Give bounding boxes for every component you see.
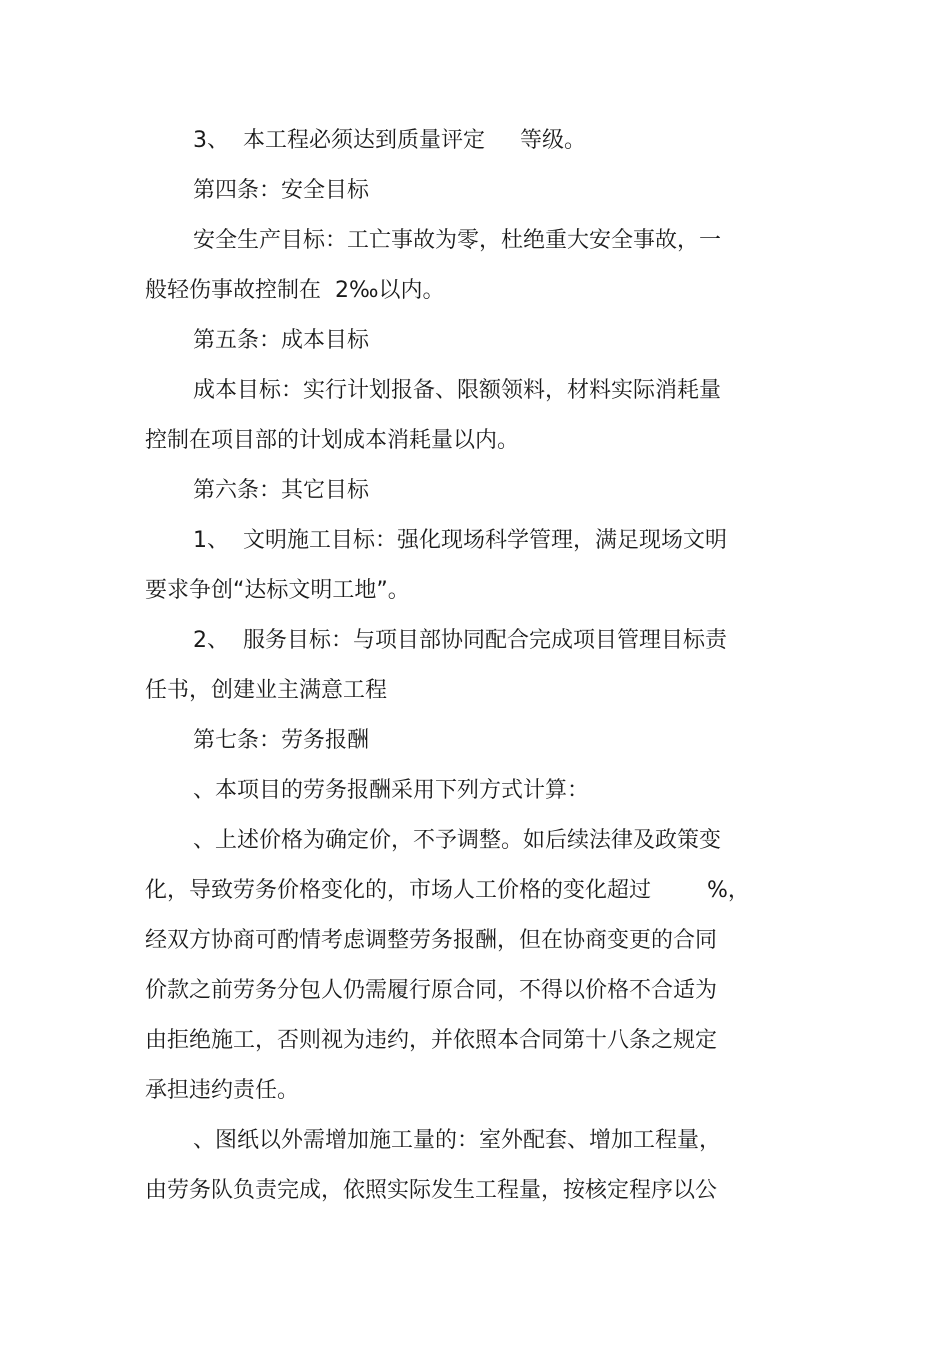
text-line-7: 控制在项目部的计划成本消耗量以内。 [145,428,520,453]
section-heading-6: 第六条：其它目标 [193,478,370,503]
section-heading-7: 第七条：劳务报酬 [193,728,370,753]
text-line-19: 由拒绝施工，否则视为违约，并依照本合同第十八条之规定 [145,1028,718,1053]
text-line-18: 价款之前劳务分包人仍需履行原合同，不得以价格不合适为 [145,978,718,1003]
text-line-6: 成本目标：实行计划报备、限额领料，材料实际消耗量 [193,378,722,403]
text-line-4: 般轻伤事故控制在 2‰以内。 [145,278,445,303]
text-line-3: 安全生产目标：工亡事故为零，杜绝重大安全事故，一 [193,228,722,253]
section-heading-4: 第四条：安全目标 [193,178,370,203]
text-line-22: 由劳务队负责完成，依照实际发生工程量，按核定程序以公 [145,1178,718,1203]
text-line-1: 3、 本工程必须达到质量评定 等级。 [193,128,586,153]
text-line-9: 1、 文明施工目标：强化现场科学管理，满足现场文明 [193,528,727,553]
text-line-12: 任书，创建业主满意工程 [145,678,388,703]
text-line-11: 2、 服务目标：与项目部协同配合完成项目管理目标责 [193,628,727,653]
text-line-20: 承担违约责任。 [145,1078,300,1103]
text-line-10: 要求争创“达标文明工地”。 [145,578,410,603]
section-heading-5: 第五条：成本目标 [193,328,370,353]
text-line-16: 化，导致劳务价格变化的，市场人工价格的变化超过 %， [145,878,750,903]
text-line-14: 、本项目的劳务报酬采用下列方式计算： [193,778,590,803]
text-line-17: 经双方协商可酌情考虑调整劳务报酬，但在协商变更的合同 [145,928,718,953]
text-line-21: 、图纸以外需增加施工量的：室外配套、增加工程量， [193,1128,722,1153]
text-line-15: 、上述价格为确定价，不予调整。如后续法律及政策变 [193,828,722,853]
